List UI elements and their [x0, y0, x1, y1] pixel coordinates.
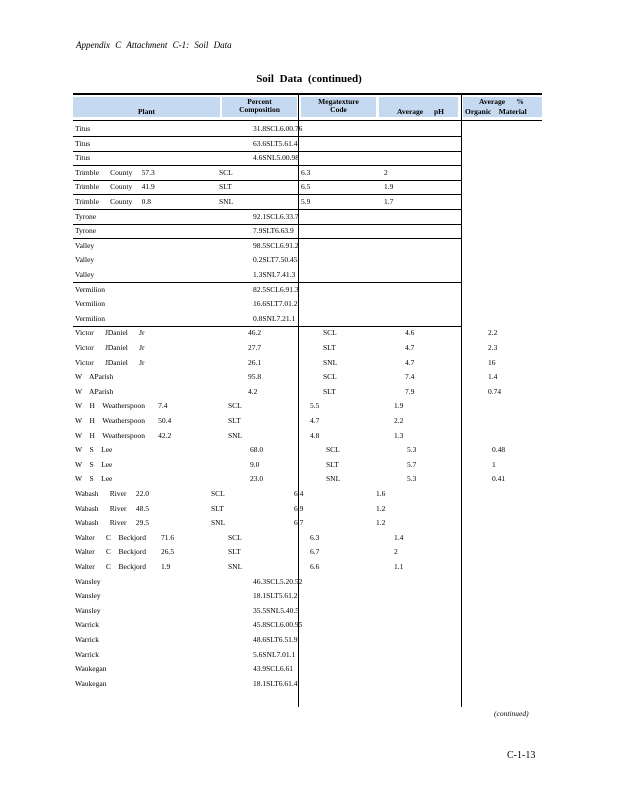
plant-cell: Walter C Beckjord 71.6: [75, 532, 175, 542]
table-row: [73, 151, 542, 165]
table-row: [73, 414, 542, 428]
table-row: [73, 604, 542, 618]
organic-cell: 1.9: [384, 182, 394, 192]
plant-cell: Victor JDaniel Jr: [75, 357, 145, 367]
table-row: [73, 487, 542, 501]
plant-cell: W S Lee: [75, 445, 113, 455]
merged-values-cell: 48.6SLT6.51.9: [253, 635, 298, 644]
plant-cell: Vermilion: [75, 284, 105, 294]
plant-cell: Tyrone: [75, 226, 97, 236]
organic-cell: 16: [488, 357, 496, 367]
table-row: [73, 370, 542, 384]
percent-header-label: Percent Composition: [239, 97, 280, 114]
table-row: [73, 560, 542, 574]
average-percent-label: Average %: [479, 97, 524, 106]
megatexture-header: [301, 97, 376, 117]
percent-cell: 27.7: [248, 343, 262, 352]
merged-values-cell: 31.8SCL6.00.76: [253, 124, 303, 133]
ph-cell: 5.3: [407, 474, 417, 484]
organic-cell: 0.74: [488, 386, 502, 396]
code-cell: SLT: [219, 182, 232, 192]
ph-cell: 4.7: [405, 357, 415, 367]
code-cell: SCL: [228, 401, 242, 411]
plant-header-label: Plant: [137, 107, 156, 116]
organic-cell: 1.7: [384, 197, 394, 206]
table-row: [73, 253, 542, 267]
percent-cell: 95.8: [248, 372, 262, 382]
table-row: [73, 385, 542, 399]
table-row: [73, 341, 542, 355]
table-row: [73, 239, 542, 253]
merged-values-cell: 98.5SCL6.91.2: [253, 240, 299, 250]
plant-cell: Valley: [75, 255, 95, 265]
merged-values-cell: 18.1SLT6.61.4: [253, 678, 298, 688]
organic-cell: 2.2: [394, 416, 404, 425]
plant-cell: Waukegan: [75, 678, 107, 688]
plant-cell: Valley: [75, 270, 95, 279]
plant-cell: Wansley: [75, 605, 101, 615]
merged-values-cell: 45.8SCL6.00.95: [253, 620, 303, 630]
percent-cell: 4.2: [248, 386, 258, 396]
organic-cell: 2: [384, 167, 388, 177]
ph-cell: 7.9: [405, 386, 415, 396]
plant-cell: Walter C Beckjord 1.9: [75, 562, 171, 571]
table-row: [73, 677, 542, 691]
plant-cell: Warrick: [75, 635, 99, 644]
table-row: [73, 618, 542, 632]
continued-note: (continued): [494, 709, 529, 718]
plant-cell: W H Weatherspoon 42.2: [75, 430, 172, 440]
table-row: [73, 180, 542, 194]
plant-cell: Tyrone: [75, 211, 97, 221]
merged-values-cell: 7.9SLT6.63.9: [253, 226, 294, 236]
ph-label: pH: [434, 107, 445, 116]
table-row: [73, 531, 542, 545]
merged-values-cell: 18.1SLT5.61.2: [253, 591, 298, 601]
organic-cell: 1.4: [488, 372, 498, 382]
average-ph-label: Average: [397, 107, 424, 116]
table-row: [73, 502, 542, 516]
percent-cell: 26.1: [248, 357, 262, 367]
table-title: Soil Data (continued): [256, 73, 362, 85]
plant-cell: Wabash River 48.5: [75, 503, 149, 513]
plant-cell: Vermilion: [75, 313, 105, 323]
merged-values-cell: 16.6SLT7.01.2: [253, 299, 298, 309]
table-row: [73, 210, 542, 224]
ph-cell: 5.5: [310, 401, 320, 411]
organic-cell: 2: [394, 547, 398, 557]
table-row: [73, 545, 542, 559]
table-row: [73, 312, 542, 326]
table-row: [73, 472, 542, 486]
table-row: [73, 648, 542, 662]
merged-values-cell: 63.6SLT5.61.4: [253, 138, 298, 148]
organic-cell: 2.2: [488, 328, 498, 338]
code-cell: SNL: [326, 474, 341, 484]
plant-cell: Victor JDaniel Jr: [75, 343, 145, 352]
table-row: [73, 297, 542, 311]
code-cell: SCL: [323, 372, 337, 382]
merged-values-cell: 35.5SNL5.40.5: [253, 605, 300, 615]
code-cell: SNL: [228, 430, 243, 440]
plant-cell: Trimble County 41.9: [75, 182, 155, 192]
plant-cell: W S Lee: [75, 459, 113, 469]
table-row: [73, 283, 542, 297]
table-row: [73, 399, 542, 413]
table-row: [73, 516, 542, 530]
plant-cell: Titus: [75, 153, 91, 163]
table-row: [73, 443, 542, 457]
table-row: [73, 224, 542, 238]
organic-cell: 0.41: [492, 474, 506, 484]
plant-cell: Warrick: [75, 620, 99, 630]
merged-values-cell: 0.2SLT7.50.45: [253, 255, 298, 265]
table-row: [73, 575, 542, 589]
table-row: [73, 195, 542, 209]
ph-cell: 6.6: [310, 562, 320, 571]
ph-cell: 5.9: [301, 197, 311, 206]
code-cell: SCL: [211, 489, 225, 498]
organic-cell: 1.2: [376, 518, 386, 528]
organic-material-label: Organic Material: [465, 107, 527, 116]
percent-cell: 46.2: [248, 328, 262, 338]
plant-cell: Vermilion: [75, 299, 105, 309]
merged-values-cell: 46.3SCL5.20.52: [253, 576, 303, 586]
code-cell: SNL: [211, 518, 226, 528]
merged-values-cell: 43.9SCL6.61: [253, 664, 294, 674]
merged-values-cell: 5.6SNL7.01.1: [253, 649, 296, 659]
megatexture-header-label: Megatexture Code: [318, 97, 359, 114]
merged-values-cell: 82.5SCL6.91.3: [253, 284, 299, 294]
code-cell: SCL: [326, 445, 340, 455]
merged-values-cell: 0.8SNL7.21.1: [253, 313, 296, 323]
code-cell: SNL: [323, 357, 338, 367]
table-row: [73, 326, 542, 340]
plant-cell: W H Weatherspoon 50.4: [75, 416, 172, 425]
code-cell: SCL: [219, 167, 233, 177]
ph-cell: 5.3: [407, 445, 417, 455]
organic-header: [463, 97, 542, 117]
percent-cell: 68.0: [250, 445, 264, 455]
organic-cell: 0.48: [492, 445, 506, 455]
code-cell: SCL: [228, 532, 242, 542]
percent-header: [222, 97, 297, 117]
ph-header: [379, 97, 458, 117]
organic-cell: 1.2: [376, 503, 386, 513]
table-row: [73, 662, 542, 676]
plant-cell: Walter C Beckjord 26.5: [75, 547, 175, 557]
plant-cell: Trimble County 57.3: [75, 167, 155, 177]
plant-cell: W S Lee: [75, 474, 113, 484]
plant-cell: W AParish: [75, 372, 114, 382]
table-row: [73, 166, 542, 180]
organic-cell: 1.4: [394, 532, 404, 542]
ph-cell: 4.6: [405, 328, 415, 338]
ph-cell: 6.3: [301, 167, 311, 177]
table-row: [73, 356, 542, 370]
table-row: [73, 429, 542, 443]
organic-cell: 1.3: [394, 430, 404, 440]
percent-cell: 23.0: [250, 474, 264, 484]
plant-cell: Titus: [75, 124, 91, 133]
plant-cell: Titus: [75, 138, 91, 148]
code-cell: SLT: [323, 386, 336, 396]
code-cell: SNL: [228, 562, 243, 571]
plant-cell: Wabash River 22.0: [75, 489, 149, 498]
table-row: [73, 589, 542, 603]
table-top-rule: [73, 93, 542, 95]
page-number: C-1-13: [507, 750, 536, 761]
percent-cell: 9.0: [250, 459, 260, 469]
code-cell: SLT: [228, 547, 241, 557]
organic-cell: 1.6: [376, 489, 386, 498]
code-cell: SLT: [228, 416, 241, 425]
table-row: [73, 137, 542, 151]
plant-cell: W AParish: [75, 386, 114, 396]
ph-cell: 4.7: [405, 343, 415, 352]
ph-cell: 6.4: [294, 489, 304, 498]
plant-cell: Trimble County 0.8: [75, 197, 151, 206]
plant-header: [73, 97, 220, 117]
organic-cell: 1: [492, 459, 496, 469]
ph-cell: 6.7: [310, 547, 320, 557]
merged-values-cell: 1.3SNL7.41.3: [253, 270, 296, 279]
ph-cell: 7.4: [405, 372, 415, 382]
ph-cell: 5.7: [407, 459, 417, 469]
ph-cell: 6.3: [310, 532, 320, 542]
code-cell: SLT: [326, 459, 339, 469]
page-header: Appendix C Attachment C-1: Soil Data: [76, 40, 232, 50]
merged-values-cell: 92.1SCL6.33.7: [253, 211, 299, 221]
table-row: [73, 458, 542, 472]
code-cell: SLT: [323, 343, 336, 352]
plant-cell: Wansley: [75, 576, 101, 586]
table-row: [73, 633, 542, 647]
plant-cell: W H Weatherspoon 7.4: [75, 401, 168, 411]
code-cell: SLT: [211, 503, 224, 513]
code-cell: SNL: [219, 197, 234, 206]
plant-cell: Valley: [75, 240, 95, 250]
table-row: [73, 268, 542, 282]
organic-cell: 1.9: [394, 401, 404, 411]
ph-cell: 4.7: [310, 416, 320, 425]
ph-cell: 6.9: [294, 503, 304, 513]
ph-cell: 6.7: [294, 518, 304, 528]
plant-cell: Waukegan: [75, 664, 107, 674]
ph-cell: 4.8: [310, 430, 320, 440]
plant-cell: Victor JDaniel Jr: [75, 328, 145, 338]
organic-cell: 2.3: [488, 343, 498, 352]
table-row: [73, 122, 542, 136]
plant-cell: Wansley: [75, 591, 101, 601]
ph-cell: 6.5: [301, 182, 311, 192]
plant-cell: Warrick: [75, 649, 99, 659]
plant-cell: Wabash River 29.5: [75, 518, 149, 528]
organic-cell: 1.1: [394, 562, 404, 571]
code-cell: SCL: [323, 328, 337, 338]
merged-values-cell: 4.6SNL5.00.98: [253, 153, 300, 163]
header-bottom-rule: [73, 120, 542, 121]
